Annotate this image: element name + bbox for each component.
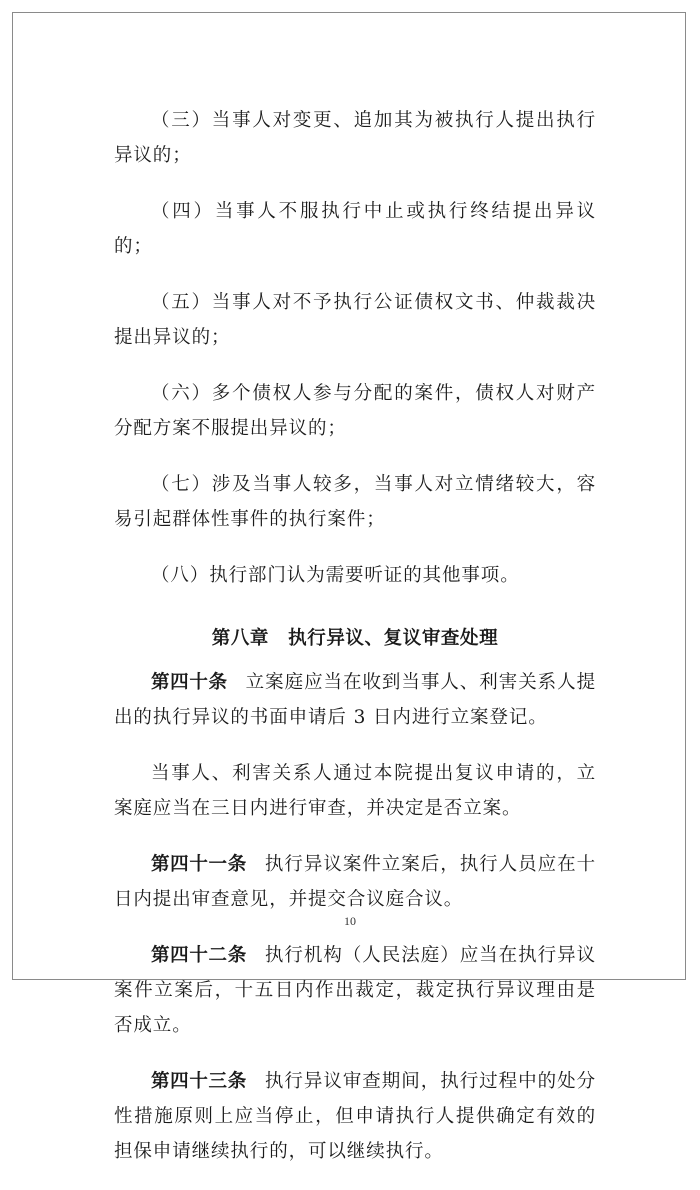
document-body	[114, 103, 596, 1190]
list-item-4: （四）当事人不服执行中止或执行终结提出异议的；	[114, 201, 596, 257]
article-text: 执行机构（人民法庭）应当在执行异议案件立案后，十五日内作出裁定，裁定执行异议理由是否成立。	[114, 945, 596, 1036]
chapter-heading: 第八章 执行异议、复议审查处理	[211, 628, 499, 649]
list-item-5: （五）当事人对不予执行公证债权文书、仲裁裁决提出异议的；	[114, 292, 596, 348]
article-40-paragraph-2	[114, 756, 596, 826]
list-item-6: （六）多个债权人参与分配的案件，债权人对财产分配方案不服提出异议的；	[114, 383, 596, 439]
article-40	[114, 665, 596, 735]
article-number: 第四十三条	[151, 1071, 247, 1092]
list-item-7: （七）涉及当事人较多，当事人对立情绪较大，容易引起群体性事件的执行案件；	[114, 474, 596, 530]
page-number: 10	[344, 914, 356, 928]
article-43	[114, 1064, 596, 1169]
article-41	[114, 847, 596, 917]
list-item-8: （八）执行部门认为需要听证的其他事项。	[151, 565, 520, 586]
article-number: 第四十二条	[151, 945, 247, 966]
article-42	[114, 938, 596, 1043]
article-text: 当事人、利害关系人通过本院提出复议申请的，立案庭应当在三日内进行审查，并决定是否立案。	[114, 763, 596, 819]
article-text: 立案庭应当在收到当事人、利害关系人提出的执行异议的书面申请后 3 日内进行立案登记。	[114, 672, 596, 728]
article-text: 执行异议审查期间，执行过程中的处分性措施原则上应当停止，但申请执行人提供确定有效的担保申请继续执行的，可以继续执行。	[114, 1071, 596, 1162]
list-item-3: （三）当事人对变更、追加其为被执行人提出执行异议的；	[114, 110, 596, 166]
article-number: 第四十条	[151, 672, 228, 693]
article-text: 执行异议案件立案后，执行人员应在十日内提出审查意见，并提交合议庭合议。	[114, 854, 596, 910]
article-number: 第四十一条	[151, 854, 247, 875]
